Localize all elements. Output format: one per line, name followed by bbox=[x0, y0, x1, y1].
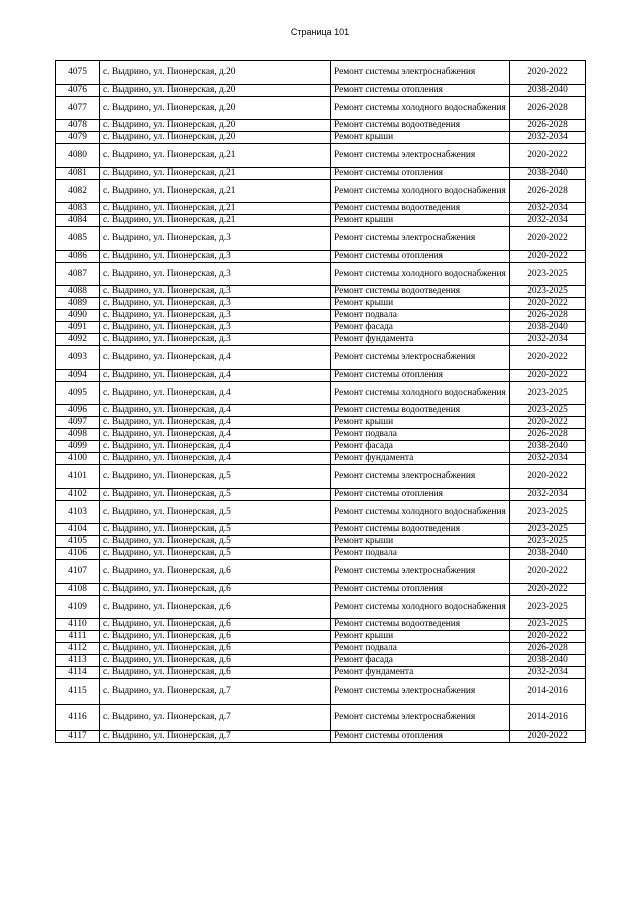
table-row bbox=[56, 465, 586, 489]
cell-period: 2023-2025 bbox=[510, 536, 586, 548]
cell-address: с. Выдрино, ул. Пионерская, д.7 bbox=[100, 705, 331, 731]
cell-period: 2038-2040 bbox=[510, 322, 586, 334]
cell-period: 2023-2025 bbox=[510, 405, 586, 417]
table-row bbox=[56, 405, 586, 417]
cell-number: 4090 bbox=[56, 310, 100, 322]
cell-address: с. Выдрино, ул. Пионерская, д.3 bbox=[100, 251, 331, 263]
cell-work-type: Ремонт системы электроснабжения bbox=[331, 227, 510, 251]
table-row bbox=[56, 334, 586, 346]
cell-number: 4114 bbox=[56, 667, 100, 679]
page-number-header: Страница 101 bbox=[290, 27, 350, 37]
table-row bbox=[56, 429, 586, 441]
cell-period: 2032-2034 bbox=[510, 203, 586, 215]
cell-address: с. Выдрино, ул. Пионерская, д.6 bbox=[100, 584, 331, 596]
cell-address: с. Выдрино, ул. Пионерская, д.6 bbox=[100, 619, 331, 631]
table-row bbox=[56, 643, 586, 655]
cell-work-type: Ремонт системы отопления bbox=[331, 731, 510, 743]
cell-period: 2023-2025 bbox=[510, 501, 586, 524]
cell-address: с. Выдрино, ул. Пионерская, д.20 bbox=[100, 97, 331, 120]
cell-number: 4108 bbox=[56, 584, 100, 596]
cell-period: 2032-2034 bbox=[510, 453, 586, 465]
cell-work-type: Ремонт системы водоотведения bbox=[331, 619, 510, 631]
cell-work-type: Ремонт системы электроснабжения bbox=[331, 705, 510, 731]
table-body bbox=[56, 61, 586, 743]
cell-number: 4096 bbox=[56, 405, 100, 417]
cell-work-type: Ремонт системы электроснабжения bbox=[331, 61, 510, 85]
cell-number: 4107 bbox=[56, 560, 100, 584]
cell-period: 2020-2022 bbox=[510, 144, 586, 168]
cell-number: 4100 bbox=[56, 453, 100, 465]
cell-work-type: Ремонт системы отопления bbox=[331, 168, 510, 180]
cell-period: 2020-2022 bbox=[510, 346, 586, 370]
table-row bbox=[56, 180, 586, 203]
cell-period: 2038-2040 bbox=[510, 85, 586, 97]
cell-period: 2020-2022 bbox=[510, 370, 586, 382]
table-row bbox=[56, 548, 586, 560]
cell-number: 4085 bbox=[56, 227, 100, 251]
cell-number: 4110 bbox=[56, 619, 100, 631]
cell-number: 4075 bbox=[56, 61, 100, 85]
cell-address: с. Выдрино, ул. Пионерская, д.21 bbox=[100, 168, 331, 180]
cell-period: 2023-2025 bbox=[510, 382, 586, 405]
cell-number: 4104 bbox=[56, 524, 100, 536]
cell-period: 2026-2028 bbox=[510, 120, 586, 132]
table-row bbox=[56, 655, 586, 667]
cell-address: с. Выдрино, ул. Пионерская, д.20 bbox=[100, 120, 331, 132]
cell-number: 4091 bbox=[56, 322, 100, 334]
cell-period: 2023-2025 bbox=[510, 596, 586, 619]
cell-period: 2020-2022 bbox=[510, 731, 586, 743]
table-row bbox=[56, 168, 586, 180]
cell-number: 4080 bbox=[56, 144, 100, 168]
cell-address: с. Выдрино, ул. Пионерская, д.3 bbox=[100, 310, 331, 322]
cell-period: 2020-2022 bbox=[510, 631, 586, 643]
cell-period: 2020-2022 bbox=[510, 227, 586, 251]
table-row bbox=[56, 631, 586, 643]
cell-period: 2026-2028 bbox=[510, 643, 586, 655]
table-row bbox=[56, 97, 586, 120]
cell-address: с. Выдрино, ул. Пионерская, д.3 bbox=[100, 263, 331, 286]
cell-period: 2020-2022 bbox=[510, 417, 586, 429]
cell-work-type: Ремонт системы холодного водоснабжения bbox=[331, 180, 510, 203]
table-row bbox=[56, 536, 586, 548]
cell-number: 4105 bbox=[56, 536, 100, 548]
cell-period: 2023-2025 bbox=[510, 619, 586, 631]
cell-number: 4095 bbox=[56, 382, 100, 405]
cell-work-type: Ремонт фасада bbox=[331, 441, 510, 453]
cell-work-type: Ремонт крыши bbox=[331, 417, 510, 429]
cell-work-type: Ремонт крыши bbox=[331, 631, 510, 643]
table-row bbox=[56, 382, 586, 405]
cell-address: с. Выдрино, ул. Пионерская, д.4 bbox=[100, 453, 331, 465]
table-row bbox=[56, 524, 586, 536]
cell-address: с. Выдрино, ул. Пионерская, д.5 bbox=[100, 489, 331, 501]
cell-number: 4113 bbox=[56, 655, 100, 667]
cell-number: 4079 bbox=[56, 132, 100, 144]
cell-period: 2032-2034 bbox=[510, 667, 586, 679]
cell-period: 2020-2022 bbox=[510, 61, 586, 85]
cell-work-type: Ремонт системы холодного водоснабжения bbox=[331, 97, 510, 120]
cell-work-type: Ремонт системы водоотведения bbox=[331, 405, 510, 417]
table-row bbox=[56, 132, 586, 144]
table-row bbox=[56, 731, 586, 743]
cell-address: с. Выдрино, ул. Пионерская, д.4 bbox=[100, 405, 331, 417]
table-row bbox=[56, 215, 586, 227]
cell-work-type: Ремонт системы водоотведения bbox=[331, 524, 510, 536]
cell-number: 4087 bbox=[56, 263, 100, 286]
cell-address: с. Выдрино, ул. Пионерская, д.6 bbox=[100, 560, 331, 584]
cell-number: 4089 bbox=[56, 298, 100, 310]
cell-period: 2038-2040 bbox=[510, 168, 586, 180]
cell-address: с. Выдрино, ул. Пионерская, д.5 bbox=[100, 536, 331, 548]
cell-address: с. Выдрино, ул. Пионерская, д.6 bbox=[100, 596, 331, 619]
cell-number: 4093 bbox=[56, 346, 100, 370]
table-row bbox=[56, 251, 586, 263]
table-row bbox=[56, 596, 586, 619]
cell-work-type: Ремонт системы холодного водоснабжения bbox=[331, 263, 510, 286]
cell-work-type: Ремонт системы холодного водоснабжения bbox=[331, 382, 510, 405]
table-row bbox=[56, 203, 586, 215]
cell-address: с. Выдрино, ул. Пионерская, д.20 bbox=[100, 61, 331, 85]
cell-period: 2020-2022 bbox=[510, 298, 586, 310]
cell-period: 2026-2028 bbox=[510, 310, 586, 322]
cell-period: 2023-2025 bbox=[510, 524, 586, 536]
cell-number: 4115 bbox=[56, 679, 100, 705]
cell-number: 4117 bbox=[56, 731, 100, 743]
cell-number: 4076 bbox=[56, 85, 100, 97]
cell-work-type: Ремонт фундамента bbox=[331, 667, 510, 679]
cell-number: 4088 bbox=[56, 286, 100, 298]
cell-address: с. Выдрино, ул. Пионерская, д.21 bbox=[100, 203, 331, 215]
cell-address: с. Выдрино, ул. Пионерская, д.20 bbox=[100, 85, 331, 97]
cell-number: 4094 bbox=[56, 370, 100, 382]
cell-work-type: Ремонт подвала bbox=[331, 310, 510, 322]
cell-work-type: Ремонт системы отопления bbox=[331, 489, 510, 501]
cell-work-type: Ремонт крыши bbox=[331, 132, 510, 144]
table-row bbox=[56, 667, 586, 679]
cell-address: с. Выдрино, ул. Пионерская, д.21 bbox=[100, 144, 331, 168]
table-row bbox=[56, 61, 586, 85]
cell-work-type: Ремонт системы холодного водоснабжения bbox=[331, 501, 510, 524]
cell-address: с. Выдрино, ул. Пионерская, д.3 bbox=[100, 298, 331, 310]
table-row bbox=[56, 144, 586, 168]
cell-period: 2032-2034 bbox=[510, 132, 586, 144]
table-row bbox=[56, 85, 586, 97]
cell-work-type: Ремонт системы электроснабжения bbox=[331, 679, 510, 705]
cell-work-type: Ремонт крыши bbox=[331, 536, 510, 548]
cell-number: 4103 bbox=[56, 501, 100, 524]
table-row bbox=[56, 453, 586, 465]
cell-address: с. Выдрино, ул. Пионерская, д.21 bbox=[100, 215, 331, 227]
cell-number: 4086 bbox=[56, 251, 100, 263]
cell-address: с. Выдрино, ул. Пионерская, д.6 bbox=[100, 667, 331, 679]
cell-period: 2020-2022 bbox=[510, 560, 586, 584]
cell-address: с. Выдрино, ул. Пионерская, д.20 bbox=[100, 132, 331, 144]
cell-period: 2026-2028 bbox=[510, 97, 586, 120]
cell-address: с. Выдрино, ул. Пионерская, д.3 bbox=[100, 286, 331, 298]
table-row bbox=[56, 489, 586, 501]
cell-work-type: Ремонт системы электроснабжения bbox=[331, 465, 510, 489]
cell-number: 4081 bbox=[56, 168, 100, 180]
table-row bbox=[56, 560, 586, 584]
table-row bbox=[56, 120, 586, 132]
cell-period: 2023-2025 bbox=[510, 263, 586, 286]
cell-number: 4078 bbox=[56, 120, 100, 132]
cell-work-type: Ремонт системы холодного водоснабжения bbox=[331, 596, 510, 619]
cell-address: с. Выдрино, ул. Пионерская, д.7 bbox=[100, 679, 331, 705]
table-row bbox=[56, 370, 586, 382]
cell-period: 2014-2016 bbox=[510, 679, 586, 705]
cell-work-type: Ремонт подвала bbox=[331, 548, 510, 560]
table-row bbox=[56, 298, 586, 310]
cell-number: 4084 bbox=[56, 215, 100, 227]
cell-address: с. Выдрино, ул. Пионерская, д.3 bbox=[100, 322, 331, 334]
cell-address: с. Выдрино, ул. Пионерская, д.6 bbox=[100, 631, 331, 643]
cell-work-type: Ремонт крыши bbox=[331, 298, 510, 310]
cell-number: 4109 bbox=[56, 596, 100, 619]
cell-number: 4102 bbox=[56, 489, 100, 501]
cell-number: 4098 bbox=[56, 429, 100, 441]
table-row bbox=[56, 417, 586, 429]
cell-address: с. Выдрино, ул. Пионерская, д.4 bbox=[100, 370, 331, 382]
cell-address: с. Выдрино, ул. Пионерская, д.4 bbox=[100, 346, 331, 370]
table-row bbox=[56, 679, 586, 705]
table-row bbox=[56, 227, 586, 251]
cell-number: 4097 bbox=[56, 417, 100, 429]
cell-number: 4099 bbox=[56, 441, 100, 453]
cell-number: 4083 bbox=[56, 203, 100, 215]
cell-period: 2038-2040 bbox=[510, 548, 586, 560]
cell-number: 4106 bbox=[56, 548, 100, 560]
cell-period: 2026-2028 bbox=[510, 180, 586, 203]
cell-address: с. Выдрино, ул. Пионерская, д.5 bbox=[100, 501, 331, 524]
cell-address: с. Выдрино, ул. Пионерская, д.5 bbox=[100, 524, 331, 536]
cell-number: 4111 bbox=[56, 631, 100, 643]
cell-work-type: Ремонт фасада bbox=[331, 655, 510, 667]
table-row bbox=[56, 501, 586, 524]
table-row bbox=[56, 322, 586, 334]
table-row bbox=[56, 584, 586, 596]
table-row bbox=[56, 441, 586, 453]
cell-address: с. Выдрино, ул. Пионерская, д.21 bbox=[100, 180, 331, 203]
cell-period: 2020-2022 bbox=[510, 251, 586, 263]
cell-address: с. Выдрино, ул. Пионерская, д.5 bbox=[100, 465, 331, 489]
cell-period: 2020-2022 bbox=[510, 465, 586, 489]
cell-work-type: Ремонт системы электроснабжения bbox=[331, 346, 510, 370]
table-row bbox=[56, 286, 586, 298]
cell-address: с. Выдрино, ул. Пионерская, д.4 bbox=[100, 417, 331, 429]
table-row bbox=[56, 346, 586, 370]
cell-number: 4112 bbox=[56, 643, 100, 655]
cell-period: 2038-2040 bbox=[510, 655, 586, 667]
cell-period: 2023-2025 bbox=[510, 286, 586, 298]
cell-period: 2020-2022 bbox=[510, 584, 586, 596]
cell-address: с. Выдрино, ул. Пионерская, д.6 bbox=[100, 643, 331, 655]
table-row bbox=[56, 263, 586, 286]
cell-number: 4082 bbox=[56, 180, 100, 203]
cell-period: 2032-2034 bbox=[510, 489, 586, 501]
cell-number: 4092 bbox=[56, 334, 100, 346]
table-row bbox=[56, 310, 586, 322]
cell-address: с. Выдрино, ул. Пионерская, д.4 bbox=[100, 382, 331, 405]
cell-period: 2026-2028 bbox=[510, 429, 586, 441]
table-row bbox=[56, 705, 586, 731]
cell-work-type: Ремонт подвала bbox=[331, 643, 510, 655]
cell-address: с. Выдрино, ул. Пионерская, д.4 bbox=[100, 441, 331, 453]
cell-work-type: Ремонт фундамента bbox=[331, 453, 510, 465]
cell-work-type: Ремонт системы водоотведения bbox=[331, 203, 510, 215]
cell-address: с. Выдрино, ул. Пионерская, д.6 bbox=[100, 655, 331, 667]
cell-work-type: Ремонт системы отопления bbox=[331, 251, 510, 263]
cell-work-type: Ремонт подвала bbox=[331, 429, 510, 441]
cell-work-type: Ремонт системы водоотведения bbox=[331, 120, 510, 132]
cell-work-type: Ремонт системы отопления bbox=[331, 370, 510, 382]
cell-work-type: Ремонт крыши bbox=[331, 215, 510, 227]
cell-number: 4101 bbox=[56, 465, 100, 489]
cell-address: с. Выдрино, ул. Пионерская, д.5 bbox=[100, 548, 331, 560]
cell-address: с. Выдрино, ул. Пионерская, д.4 bbox=[100, 429, 331, 441]
table-row bbox=[56, 619, 586, 631]
cell-period: 2014-2016 bbox=[510, 705, 586, 731]
cell-period: 2032-2034 bbox=[510, 215, 586, 227]
cell-work-type: Ремонт системы отопления bbox=[331, 85, 510, 97]
cell-work-type: Ремонт системы отопления bbox=[331, 584, 510, 596]
cell-number: 4077 bbox=[56, 97, 100, 120]
cell-address: с. Выдрино, ул. Пионерская, д.7 bbox=[100, 731, 331, 743]
repair-schedule-table bbox=[55, 60, 586, 743]
cell-work-type: Ремонт фундамента bbox=[331, 334, 510, 346]
cell-period: 2038-2040 bbox=[510, 441, 586, 453]
cell-work-type: Ремонт фасада bbox=[331, 322, 510, 334]
cell-work-type: Ремонт системы электроснабжения bbox=[331, 144, 510, 168]
cell-address: с. Выдрино, ул. Пионерская, д.3 bbox=[100, 334, 331, 346]
cell-work-type: Ремонт системы электроснабжения bbox=[331, 560, 510, 584]
cell-number: 4116 bbox=[56, 705, 100, 731]
cell-work-type: Ремонт системы водоотведения bbox=[331, 286, 510, 298]
cell-period: 2032-2034 bbox=[510, 334, 586, 346]
cell-address: с. Выдрино, ул. Пионерская, д.3 bbox=[100, 227, 331, 251]
